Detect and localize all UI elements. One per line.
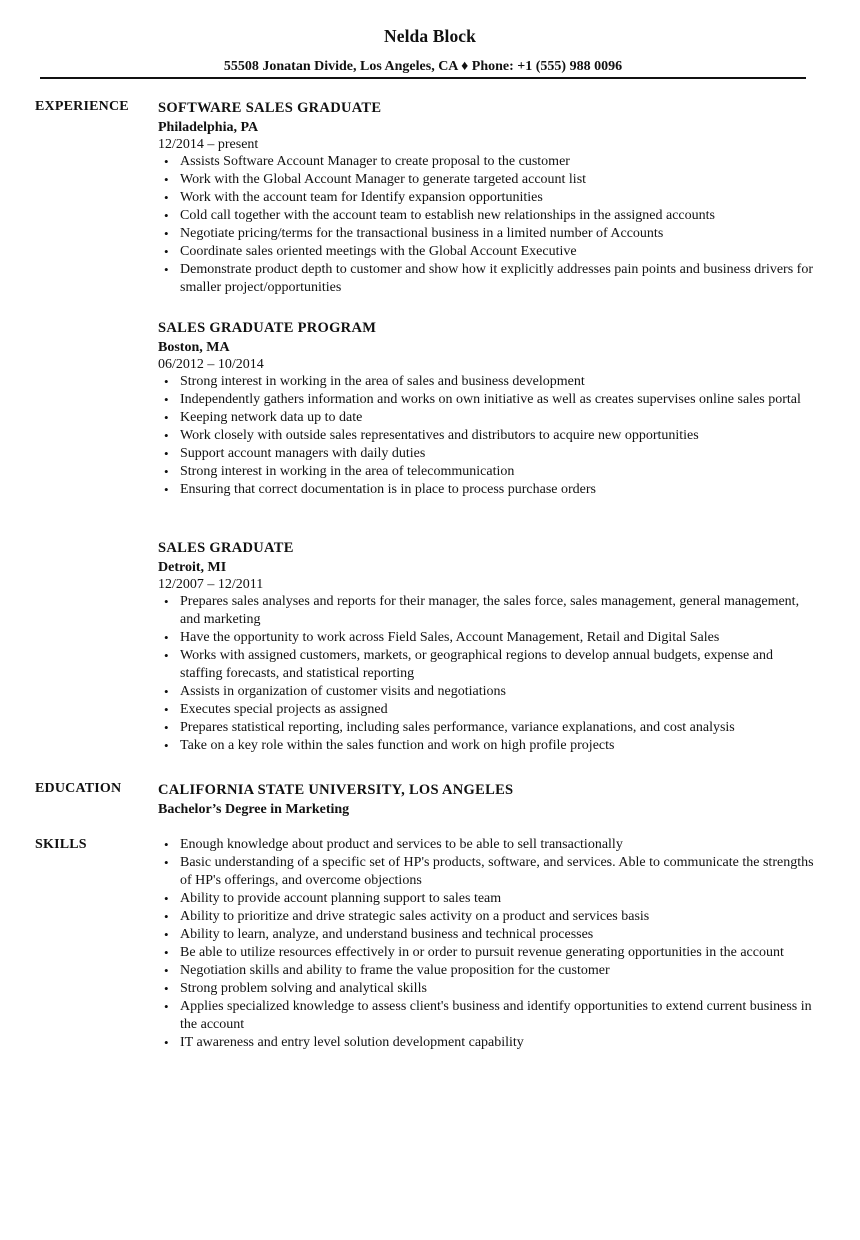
- list-item: • Ability to prioritize and drive strategic sales activity on a product and services basis: [158, 908, 818, 926]
- list-item: • IT awareness and entry level solution development capability: [158, 1034, 818, 1052]
- list-item: • Support account managers with daily duties: [158, 445, 818, 463]
- list-item: • Ensuring that correct documentation is in place to process purchase orders: [158, 481, 818, 499]
- job-location: Boston, MA: [158, 340, 230, 355]
- list-item: • Take on a key role within the sales function and work on high profile projects: [158, 737, 818, 755]
- list-item: • Applies specialized knowledge to assess client's business and identify opportunities to extend current business in the account: [158, 998, 818, 1034]
- job-dates: 12/2007 – 12/2011: [158, 577, 264, 592]
- section-label-education: EDUCATION: [35, 781, 122, 796]
- list-item: • Assists in organization of customer visits and negotiations: [158, 683, 818, 701]
- section-label-skills: SKILLS: [35, 837, 87, 852]
- job-duties-list: [158, 153, 818, 297]
- job-entry: [158, 99, 818, 297]
- list-item: • Basic understanding of a specific set of HP's products, software, and services. Able to communicate the strengths of HP's offerings, and overcome objections: [158, 854, 818, 890]
- job-duties-list: [158, 373, 818, 499]
- list-item: • Keeping network data up to date: [158, 409, 818, 427]
- list-item: • Works with assigned customers, markets, or geographical regions to develop annual budgets, expense and staffing forecasts, and statistical reporting: [158, 647, 818, 683]
- list-item: • Strong interest in working in the area of telecommunication: [158, 463, 818, 481]
- list-item: • Work with the Global Account Manager to generate targeted account list: [158, 171, 818, 189]
- list-item: • Enough knowledge about product and services to be able to sell transactionally: [158, 836, 818, 854]
- degree: Bachelor’s Degree in Marketing: [158, 802, 350, 817]
- list-item: • Independently gathers information and works on own initiative as well as creates supervises online sales portal: [158, 391, 818, 409]
- list-item: • Strong interest in working in the area of sales and business development: [158, 373, 818, 391]
- list-item: • Ability to learn, analyze, and understand business and technical processes: [158, 926, 818, 944]
- header-divider: [40, 77, 806, 79]
- school-name: CALIFORNIA STATE UNIVERSITY, LOS ANGELES: [158, 782, 514, 798]
- job-entry: [158, 319, 818, 499]
- list-item: • Assists Software Account Manager to create proposal to the customer: [158, 153, 818, 171]
- list-item: • Cold call together with the account team to establish new relationships in the assigned accounts: [158, 207, 818, 225]
- skills-entry: [158, 836, 818, 1052]
- job-entry: [158, 539, 818, 755]
- contact-line: 55508 Jonatan Divide, Los Angeles, CA ♦ Phone: +1 (555) 988 0096: [223, 59, 623, 74]
- job-location: Detroit, MI: [158, 560, 227, 575]
- skills-list: [158, 836, 818, 1052]
- list-item: • Be able to utilize resources effectively in or order to pursuit revenue generating opportunities in the account: [158, 944, 818, 962]
- list-item: • Prepares statistical reporting, including sales performance, variance explanations, and cost analysis: [158, 719, 818, 737]
- list-item: • Have the opportunity to work across Field Sales, Account Management, Retail and Digital Sales: [158, 629, 818, 647]
- list-item: • Negotiate pricing/terms for the transactional business in a limited number of Accounts: [158, 225, 818, 243]
- list-item: • Executes special projects as assigned: [158, 701, 818, 719]
- job-title: SALES GRADUATE: [158, 540, 294, 556]
- list-item: • Demonstrate product depth to customer and show how it explicitly addresses pain points and business drivers for smaller project/opportunities: [158, 261, 818, 297]
- list-item: • Strong problem solving and analytical skills: [158, 980, 818, 998]
- job-dates: 12/2014 – present: [158, 137, 259, 152]
- list-item: • Work closely with outside sales representatives and distributors to acquire new opportunities: [158, 427, 818, 445]
- list-item: • Coordinate sales oriented meetings with the Global Account Executive: [158, 243, 818, 261]
- list-item: • Prepares sales analyses and reports for their manager, the sales force, sales management, general management, and marketing: [158, 593, 818, 629]
- education-entry: [158, 781, 818, 819]
- list-item: • Ability to provide account planning support to sales team: [158, 890, 818, 908]
- candidate-name: Nelda Block: [383, 26, 476, 46]
- list-item: • Negotiation skills and ability to frame the value proposition for the customer: [158, 962, 818, 980]
- job-title: SALES GRADUATE PROGRAM: [158, 320, 377, 336]
- job-title: SOFTWARE SALES GRADUATE: [158, 100, 382, 116]
- list-item: • Work with the account team for Identify expansion opportunities: [158, 189, 818, 207]
- job-duties-list: [158, 593, 818, 755]
- job-location: Philadelphia, PA: [158, 120, 259, 135]
- section-label-experience: EXPERIENCE: [35, 99, 129, 114]
- job-dates: 06/2012 – 10/2014: [158, 357, 264, 372]
